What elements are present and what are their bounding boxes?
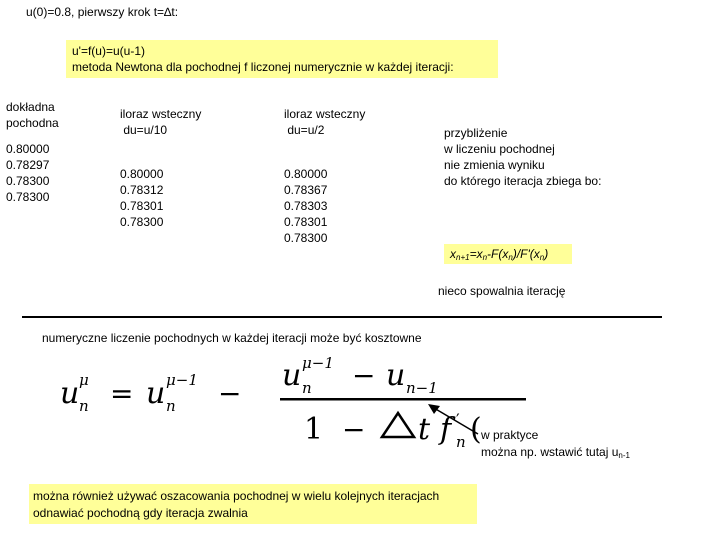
column-subtitle: du=u/2 bbox=[284, 123, 325, 137]
column-title: dokładna bbox=[6, 100, 55, 114]
divider bbox=[22, 316, 662, 318]
practice-sub: n-1 bbox=[618, 451, 630, 460]
note-line: nie zmienia wyniku bbox=[444, 158, 545, 172]
eq-sub: n bbox=[302, 379, 312, 397]
column-title: iloraz wsteczny bbox=[120, 107, 202, 121]
eq-equals: = bbox=[110, 377, 134, 410]
eq-u: u bbox=[386, 358, 406, 393]
header-text: u(0)=0.8, pierwszy krok t=∆t: bbox=[26, 5, 179, 19]
value: 0.80000 bbox=[284, 167, 328, 181]
top-note-line2: metoda Newtona dla pochodnej f liczonej numerycznie w każdej iteracji: bbox=[72, 60, 454, 74]
eq-sup: μ−1 bbox=[302, 355, 334, 372]
eq-u: u bbox=[60, 376, 80, 411]
value: 0.78300 bbox=[284, 231, 328, 245]
eq-minus: − bbox=[342, 413, 366, 446]
slowdown-note: nieco spowalnia iterację bbox=[438, 284, 566, 298]
value: 0.78300 bbox=[6, 190, 50, 204]
practice-note-line1: w praktyce bbox=[481, 428, 539, 442]
value: 0.78367 bbox=[284, 183, 328, 197]
value: 0.78300 bbox=[120, 215, 164, 229]
value: 0.80000 bbox=[6, 142, 50, 156]
delta-symbol bbox=[382, 413, 414, 437]
column-exact-derivative bbox=[6, 99, 59, 205]
eq-prime: ′ bbox=[456, 410, 460, 429]
eq-sub: n bbox=[79, 397, 89, 415]
column-subtitle: du=u/10 bbox=[120, 123, 168, 137]
eq-u: u bbox=[282, 358, 302, 393]
eq-t: t bbox=[418, 412, 431, 447]
note-line: w liczeniu pochodnej bbox=[444, 142, 555, 156]
value: 0.78300 bbox=[6, 174, 50, 188]
value: 0.78301 bbox=[284, 215, 328, 229]
formula-sub: n bbox=[508, 253, 513, 262]
value: 0.78297 bbox=[6, 158, 50, 172]
top-note-line1: u'=f(u)=u(u-1) bbox=[72, 44, 145, 58]
column-backward-quotient-u2 bbox=[284, 106, 365, 246]
formula-fprime: )/F'(x bbox=[512, 247, 540, 261]
column-backward-quotient-u10 bbox=[120, 106, 201, 230]
practice-note-line2 bbox=[481, 444, 630, 464]
value: 0.78303 bbox=[284, 199, 328, 213]
formula-sub: n+1 bbox=[456, 253, 470, 262]
value: 0.80000 bbox=[120, 167, 164, 181]
eq-sub: n bbox=[166, 397, 176, 415]
formula-f: -F(x bbox=[487, 247, 509, 261]
practice-text: można np. wstawić tutaj u bbox=[481, 445, 619, 459]
column-subtitle: pochodna bbox=[6, 116, 59, 130]
value: 0.78301 bbox=[120, 199, 164, 213]
eq-one: 1 bbox=[304, 412, 324, 447]
eq-f: f bbox=[440, 412, 452, 447]
eq-sup: μ bbox=[79, 371, 89, 389]
formula-end: ) bbox=[544, 247, 549, 261]
numeric-cost-note: numeryczne liczenie pochodnych w każdej iteracji może być kosztowne bbox=[42, 331, 422, 345]
bottom-note-line2: odnawiać pochodną gdy iteracja zwalnia bbox=[33, 506, 248, 520]
eq-sup: μ−1 bbox=[166, 371, 198, 389]
eq-sub: n−1 bbox=[406, 379, 438, 397]
bottom-note-line1: można również używać oszacowania pochodnej w wielu kolejnych iteracjach bbox=[33, 489, 440, 503]
column-title: iloraz wsteczny bbox=[284, 107, 366, 121]
value: 0.78312 bbox=[120, 183, 164, 197]
eq-paren: ( bbox=[470, 412, 482, 447]
eq-u: u bbox=[146, 376, 166, 411]
approximation-note bbox=[444, 125, 601, 189]
eq-minus: − bbox=[352, 359, 376, 392]
newton-formula-box bbox=[444, 244, 572, 264]
formula-sub: n bbox=[539, 253, 545, 262]
eq-sub: n bbox=[456, 433, 466, 450]
note-line: przybliżenie bbox=[444, 126, 508, 140]
formula-eq: =x bbox=[469, 247, 483, 261]
bottom-note-box bbox=[29, 484, 477, 524]
top-note-box bbox=[66, 40, 498, 78]
eq-minus: − bbox=[218, 377, 242, 410]
note-line: do którego iteracja zbiega bo: bbox=[444, 174, 602, 188]
formula-x: x bbox=[450, 247, 456, 261]
formula-sub: n bbox=[482, 253, 488, 262]
